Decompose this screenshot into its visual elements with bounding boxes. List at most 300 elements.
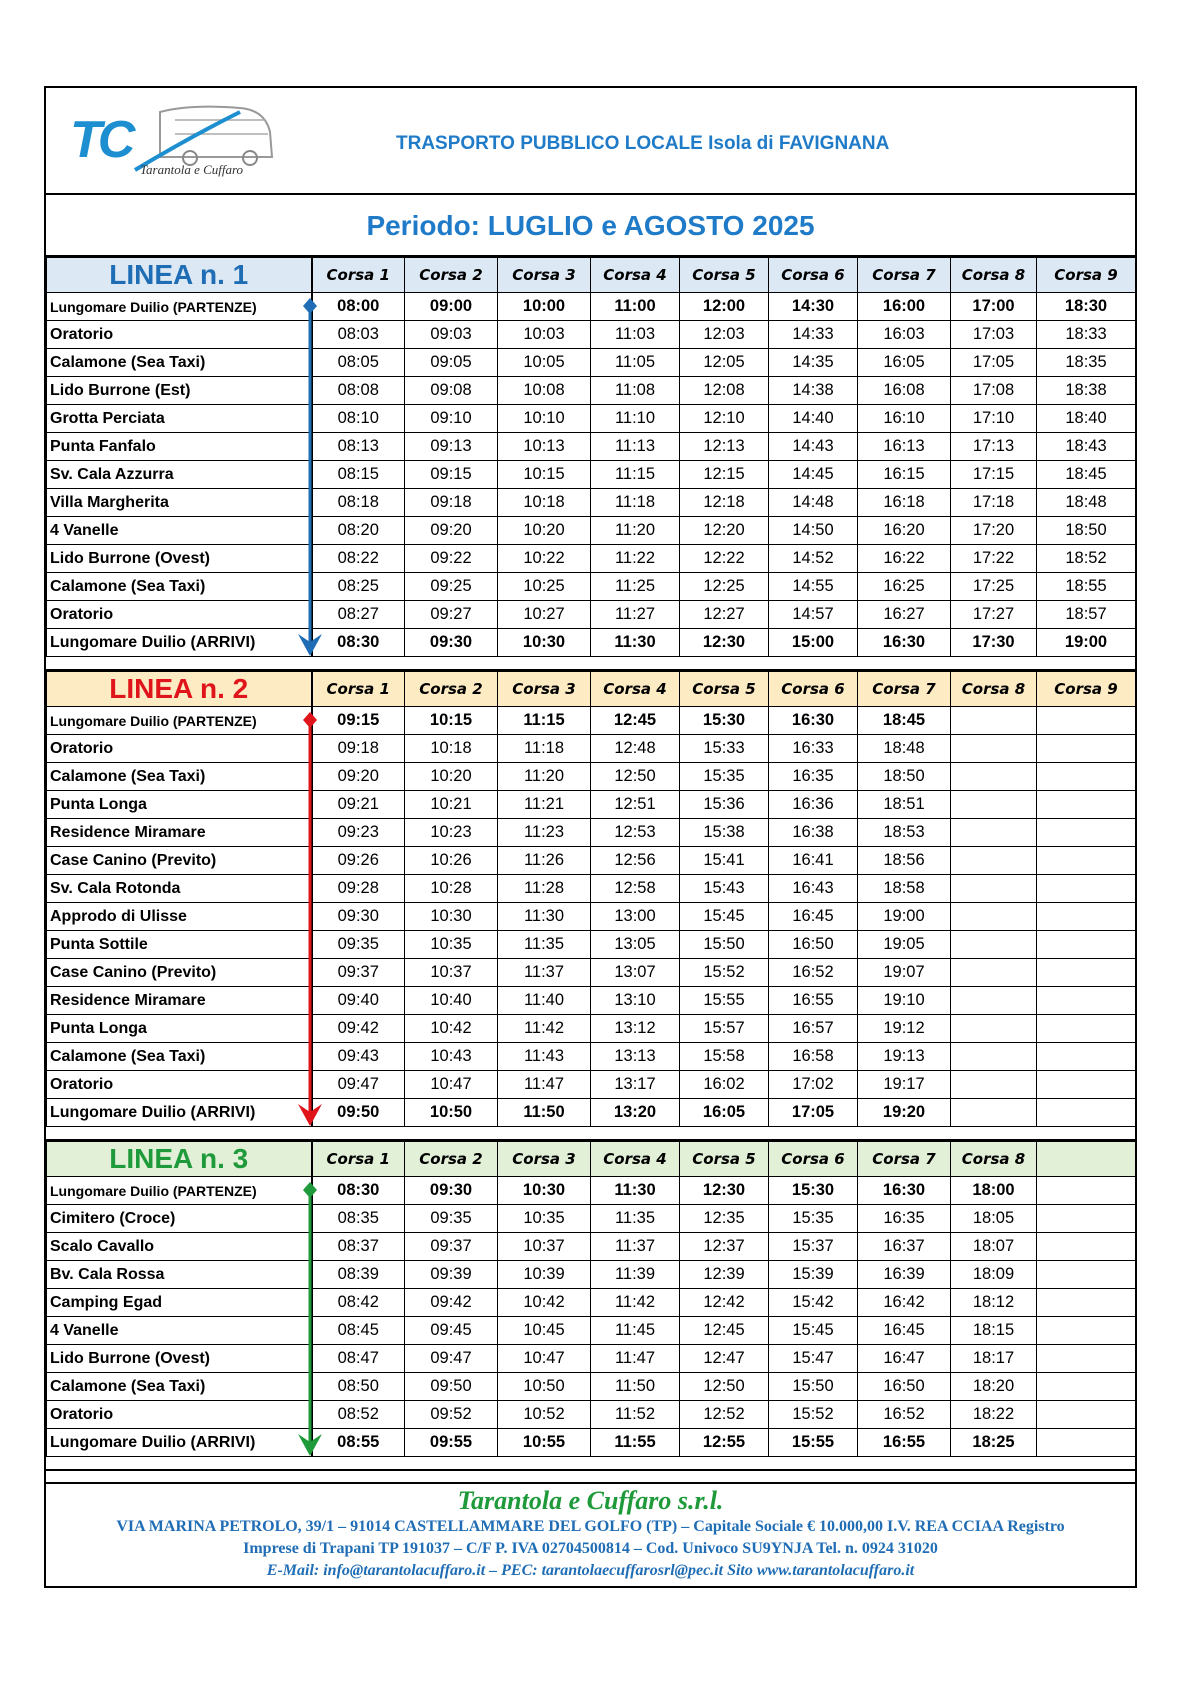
run-header: Corsa 6 — [769, 672, 858, 707]
stop-name: Punta Sottile — [47, 931, 312, 959]
departure-time: 12:55 — [680, 1429, 769, 1457]
departure-time: 10:37 — [498, 1233, 591, 1261]
departure-time: 09:05 — [405, 349, 498, 377]
run-header: Corsa 1 — [312, 1142, 405, 1177]
departure-time: 15:58 — [680, 1043, 769, 1071]
departure-time: 16:45 — [858, 1317, 951, 1345]
departure-time: 09:13 — [405, 433, 498, 461]
run-header: Corsa 5 — [680, 1142, 769, 1177]
departure-time: 10:42 — [498, 1289, 591, 1317]
stop-name: Lungomare Duilio (PARTENZE) — [47, 1177, 312, 1205]
departure-time: 14:38 — [769, 377, 858, 405]
table-row — [47, 1261, 1136, 1289]
table-row — [47, 847, 1136, 875]
departure-time: 08:10 — [312, 405, 405, 433]
departure-time: 12:50 — [680, 1373, 769, 1401]
departure-time: 09:27 — [405, 601, 498, 629]
departure-time: 16:37 — [858, 1233, 951, 1261]
departure-time: 17:18 — [951, 489, 1037, 517]
departure-time — [951, 959, 1037, 987]
stop-name: Sv. Cala Rotonda — [47, 875, 312, 903]
table-row — [47, 987, 1136, 1015]
table-row — [47, 293, 1136, 321]
departure-time — [1037, 1099, 1136, 1127]
departure-time: 11:18 — [498, 735, 591, 763]
departure-time: 15:45 — [769, 1317, 858, 1345]
departure-time: 18:57 — [1037, 601, 1136, 629]
company-name: Tarantola e Cuffaro s.r.l. — [457, 1486, 724, 1515]
run-header: Corsa 9 — [1037, 672, 1136, 707]
departure-time: 12:47 — [680, 1345, 769, 1373]
departure-time: 08:22 — [312, 545, 405, 573]
departure-time: 12:56 — [591, 847, 680, 875]
departure-time: 09:21 — [312, 791, 405, 819]
departure-time: 08:30 — [312, 1177, 405, 1205]
departure-time: 17:05 — [951, 349, 1037, 377]
departure-time: 15:00 — [769, 629, 858, 657]
table-row — [47, 735, 1136, 763]
departure-time: 16:08 — [858, 377, 951, 405]
departure-time: 10:28 — [405, 875, 498, 903]
departure-time: 10:18 — [405, 735, 498, 763]
departure-time: 16:27 — [858, 601, 951, 629]
departure-time — [1037, 1177, 1136, 1205]
stop-name: Sv. Cala Azzurra — [47, 461, 312, 489]
departure-time: 18:50 — [1037, 517, 1136, 545]
departure-time: 11:42 — [498, 1015, 591, 1043]
line-1-section — [46, 257, 1135, 657]
departure-time: 18:50 — [858, 763, 951, 791]
departure-time: 12:05 — [680, 349, 769, 377]
table-row — [47, 1099, 1136, 1127]
departure-time: 10:13 — [498, 433, 591, 461]
period-title: Periodo: LUGLIO e AGOSTO 2025 — [46, 195, 1135, 257]
departure-time: 11:47 — [591, 1345, 680, 1373]
table-row — [47, 1429, 1136, 1457]
departure-time: 09:50 — [312, 1099, 405, 1127]
departure-time: 11:03 — [591, 321, 680, 349]
departure-time — [951, 903, 1037, 931]
departure-time: 11:37 — [498, 959, 591, 987]
departure-time: 17:03 — [951, 321, 1037, 349]
departure-time: 19:00 — [858, 903, 951, 931]
table-row — [47, 875, 1136, 903]
departure-time: 15:57 — [680, 1015, 769, 1043]
line-header-row — [47, 1142, 1136, 1177]
departure-time: 10:39 — [498, 1261, 591, 1289]
departure-time — [1037, 791, 1136, 819]
departure-time: 09:22 — [405, 545, 498, 573]
departure-time — [951, 763, 1037, 791]
stop-name: Lungomare Duilio (ARRIVI) — [47, 1099, 312, 1127]
departure-time: 16:58 — [769, 1043, 858, 1071]
run-header: Corsa 8 — [951, 1142, 1037, 1177]
run-header: Corsa 7 — [858, 258, 951, 293]
departure-time: 17:22 — [951, 545, 1037, 573]
departure-time: 11:55 — [591, 1429, 680, 1457]
departure-time: 11:28 — [498, 875, 591, 903]
table-row — [47, 321, 1136, 349]
table-row — [47, 1043, 1136, 1071]
departure-time: 12:45 — [680, 1317, 769, 1345]
stop-name: Case Canino (Previto) — [47, 959, 312, 987]
departure-time: 19:10 — [858, 987, 951, 1015]
departure-time: 11:52 — [591, 1401, 680, 1429]
departure-time: 12:30 — [680, 629, 769, 657]
departure-time: 16:57 — [769, 1015, 858, 1043]
run-header: Corsa 8 — [951, 672, 1037, 707]
departure-time: 12:18 — [680, 489, 769, 517]
departure-time: 10:25 — [498, 573, 591, 601]
departure-time: 11:22 — [591, 545, 680, 573]
departure-time: 16:03 — [858, 321, 951, 349]
departure-time — [951, 1071, 1037, 1099]
table-row — [47, 1401, 1136, 1429]
departure-time: 19:17 — [858, 1071, 951, 1099]
line-name: LINEA n. 3 — [47, 1142, 312, 1177]
departure-time: 16:43 — [769, 875, 858, 903]
departure-time: 19:07 — [858, 959, 951, 987]
departure-time: 10:15 — [405, 707, 498, 735]
service-title: TRASPORTO PUBBLICO LOCALE Isola di FAVIGNANA — [396, 133, 890, 154]
departure-time: 09:15 — [405, 461, 498, 489]
departure-time: 09:37 — [312, 959, 405, 987]
departure-time — [1037, 1071, 1136, 1099]
departure-time: 11:43 — [498, 1043, 591, 1071]
departure-time: 09:20 — [312, 763, 405, 791]
departure-time: 19:00 — [1037, 629, 1136, 657]
departure-time: 11:26 — [498, 847, 591, 875]
company-logo — [70, 102, 270, 186]
departure-time: 15:52 — [680, 959, 769, 987]
departure-time: 13:17 — [591, 1071, 680, 1099]
stop-name: Oratorio — [47, 321, 312, 349]
table-row — [47, 763, 1136, 791]
departure-time: 16:55 — [769, 987, 858, 1015]
departure-time: 18:07 — [951, 1233, 1037, 1261]
departure-time: 09:42 — [405, 1289, 498, 1317]
departure-time: 08:35 — [312, 1205, 405, 1233]
departure-time: 15:52 — [769, 1401, 858, 1429]
departure-time: 18:45 — [858, 707, 951, 735]
stop-name: Lungomare Duilio (ARRIVI) — [47, 1429, 312, 1457]
line-2-section — [46, 671, 1135, 1127]
departure-time: 10:35 — [498, 1205, 591, 1233]
departure-time — [951, 791, 1037, 819]
departure-time: 11:45 — [591, 1317, 680, 1345]
run-header: Corsa 4 — [591, 672, 680, 707]
stop-name: Oratorio — [47, 1071, 312, 1099]
departure-time: 13:00 — [591, 903, 680, 931]
departure-time: 15:38 — [680, 819, 769, 847]
table-row — [47, 1373, 1136, 1401]
departure-time: 10:35 — [405, 931, 498, 959]
departure-time: 09:39 — [405, 1261, 498, 1289]
table-row — [47, 1071, 1136, 1099]
departure-time: 16:30 — [858, 629, 951, 657]
departure-time — [1037, 1345, 1136, 1373]
departure-time: 15:47 — [769, 1345, 858, 1373]
departure-time: 08:42 — [312, 1289, 405, 1317]
departure-time — [951, 987, 1037, 1015]
departure-time: 12:42 — [680, 1289, 769, 1317]
departure-time — [1037, 1015, 1136, 1043]
departure-time: 11:50 — [498, 1099, 591, 1127]
run-header: Corsa 2 — [405, 672, 498, 707]
table-row — [47, 959, 1136, 987]
departure-time: 12:58 — [591, 875, 680, 903]
departure-time: 10:50 — [498, 1373, 591, 1401]
departure-time: 08:05 — [312, 349, 405, 377]
table-row — [47, 629, 1136, 657]
departure-time: 08:20 — [312, 517, 405, 545]
run-header: Corsa 5 — [680, 258, 769, 293]
departure-time — [951, 875, 1037, 903]
departure-time: 10:30 — [498, 629, 591, 657]
departure-time: 10:05 — [498, 349, 591, 377]
stop-name: Camping Egad — [47, 1289, 312, 1317]
departure-time: 10:30 — [498, 1177, 591, 1205]
departure-time: 09:37 — [405, 1233, 498, 1261]
departure-time: 16:39 — [858, 1261, 951, 1289]
departure-time: 09:10 — [405, 405, 498, 433]
departure-time: 11:27 — [591, 601, 680, 629]
departure-time — [1037, 1401, 1136, 1429]
departure-time: 10:10 — [498, 405, 591, 433]
departure-time: 11:35 — [591, 1205, 680, 1233]
table-row — [47, 1177, 1136, 1205]
table-row — [47, 1345, 1136, 1373]
table-row — [47, 1205, 1136, 1233]
departure-time: 09:55 — [405, 1429, 498, 1457]
departure-time: 08:13 — [312, 433, 405, 461]
departure-time: 08:00 — [312, 293, 405, 321]
table-row — [47, 461, 1136, 489]
stop-name: Cimitero (Croce) — [47, 1205, 312, 1233]
departure-time — [1037, 1261, 1136, 1289]
departure-time: 19:05 — [858, 931, 951, 959]
table-row — [47, 601, 1136, 629]
stop-name: Oratorio — [47, 1401, 312, 1429]
departure-time: 17:20 — [951, 517, 1037, 545]
departure-time — [1037, 1317, 1136, 1345]
departure-time: 16:35 — [858, 1205, 951, 1233]
departure-time: 09:26 — [312, 847, 405, 875]
departure-time: 19:20 — [858, 1099, 951, 1127]
departure-time: 17:15 — [951, 461, 1037, 489]
departure-time: 11:30 — [591, 629, 680, 657]
departure-time: 18:00 — [951, 1177, 1037, 1205]
departure-time: 18:40 — [1037, 405, 1136, 433]
run-header: Corsa 1 — [312, 672, 405, 707]
departure-time: 11:23 — [498, 819, 591, 847]
table-row — [47, 433, 1136, 461]
run-header: Corsa 7 — [858, 1142, 951, 1177]
departure-time: 14:33 — [769, 321, 858, 349]
departure-time: 16:30 — [858, 1177, 951, 1205]
departure-time: 15:30 — [769, 1177, 858, 1205]
logo-letters: TC — [70, 111, 132, 169]
departure-time — [951, 1043, 1037, 1071]
departure-time: 09:08 — [405, 377, 498, 405]
departure-time: 12:37 — [680, 1233, 769, 1261]
departure-time: 11:08 — [591, 377, 680, 405]
departure-time: 10:03 — [498, 321, 591, 349]
departure-time: 12:22 — [680, 545, 769, 573]
departure-time: 09:15 — [312, 707, 405, 735]
departure-time: 19:12 — [858, 1015, 951, 1043]
table-row — [47, 903, 1136, 931]
stop-name: Approdo di Ulisse — [47, 903, 312, 931]
departure-time: 14:50 — [769, 517, 858, 545]
departure-time: 09:00 — [405, 293, 498, 321]
departure-time: 08:15 — [312, 461, 405, 489]
departure-time: 13:12 — [591, 1015, 680, 1043]
stop-name: Punta Longa — [47, 1015, 312, 1043]
lines-container — [46, 257, 1135, 1471]
departure-time: 15:55 — [769, 1429, 858, 1457]
departure-time: 11:47 — [498, 1071, 591, 1099]
departure-time: 16:05 — [680, 1099, 769, 1127]
departure-time: 17:25 — [951, 573, 1037, 601]
stop-name: Grotta Perciata — [47, 405, 312, 433]
departure-time: 11:20 — [591, 517, 680, 545]
departure-time: 14:48 — [769, 489, 858, 517]
departure-time: 12:51 — [591, 791, 680, 819]
departure-time: 11:40 — [498, 987, 591, 1015]
departure-time: 19:13 — [858, 1043, 951, 1071]
departure-time: 09:18 — [312, 735, 405, 763]
departure-time: 12:39 — [680, 1261, 769, 1289]
departure-time: 14:43 — [769, 433, 858, 461]
departure-time: 16:30 — [769, 707, 858, 735]
departure-time: 16:42 — [858, 1289, 951, 1317]
stop-name: Calamone (Sea Taxi) — [47, 763, 312, 791]
departure-time: 16:05 — [858, 349, 951, 377]
departure-time: 14:40 — [769, 405, 858, 433]
stop-name: Calamone (Sea Taxi) — [47, 1043, 312, 1071]
departure-time: 12:00 — [680, 293, 769, 321]
departure-time: 17:30 — [951, 629, 1037, 657]
departure-time — [1037, 735, 1136, 763]
departure-time — [951, 735, 1037, 763]
departure-time: 11:42 — [591, 1289, 680, 1317]
table-row — [47, 1289, 1136, 1317]
table-row — [47, 517, 1136, 545]
table-row — [47, 791, 1136, 819]
departure-time: 15:43 — [680, 875, 769, 903]
departure-time: 12:10 — [680, 405, 769, 433]
departure-time — [1037, 987, 1136, 1015]
departure-time: 12:52 — [680, 1401, 769, 1429]
departure-time: 08:52 — [312, 1401, 405, 1429]
run-header: Corsa 6 — [769, 258, 858, 293]
departure-time: 12:03 — [680, 321, 769, 349]
departure-time — [951, 1099, 1037, 1127]
departure-time: 09:35 — [405, 1205, 498, 1233]
stop-name: Scalo Cavallo — [47, 1233, 312, 1261]
timetable-sheet — [44, 86, 1137, 1588]
departure-time: 17:00 — [951, 293, 1037, 321]
departure-time — [951, 819, 1037, 847]
line-name: LINEA n. 2 — [47, 672, 312, 707]
departure-time: 16:00 — [858, 293, 951, 321]
departure-time: 10:23 — [405, 819, 498, 847]
table-row — [47, 1317, 1136, 1345]
departure-time: 09:47 — [312, 1071, 405, 1099]
company-registry: Imprese di Trapani TP 191037 – C/F P. IVA 02704500814 – Cod. Univoco SU9YNJA Tel. n. 0924 31020 — [243, 1540, 938, 1557]
departure-time: 18:22 — [951, 1401, 1037, 1429]
stop-name: Calamone (Sea Taxi) — [47, 1373, 312, 1401]
run-header — [1037, 1142, 1136, 1177]
departure-time: 17:10 — [951, 405, 1037, 433]
departure-time: 18:53 — [858, 819, 951, 847]
departure-time: 16:18 — [858, 489, 951, 517]
line-3-timetable — [46, 1141, 1136, 1457]
section-divider — [46, 657, 1135, 671]
departure-time: 10:00 — [498, 293, 591, 321]
departure-time: 17:27 — [951, 601, 1037, 629]
stop-name: Lungomare Duilio (ARRIVI) — [47, 629, 312, 657]
stop-name: Oratorio — [47, 735, 312, 763]
departure-time: 15:50 — [680, 931, 769, 959]
departure-time: 16:50 — [858, 1373, 951, 1401]
departure-time: 15:55 — [680, 987, 769, 1015]
departure-time: 18:17 — [951, 1345, 1037, 1373]
departure-time: 12:25 — [680, 573, 769, 601]
departure-time: 11:37 — [591, 1233, 680, 1261]
departure-time: 17:02 — [769, 1071, 858, 1099]
departure-time: 17:08 — [951, 377, 1037, 405]
departure-time: 09:47 — [405, 1345, 498, 1373]
stop-name: Lido Burrone (Ovest) — [47, 1345, 312, 1373]
departure-time: 09:30 — [405, 629, 498, 657]
stop-name: Residence Miramare — [47, 819, 312, 847]
departure-time: 10:37 — [405, 959, 498, 987]
departure-time — [951, 1015, 1037, 1043]
departure-time: 10:55 — [498, 1429, 591, 1457]
line-2-timetable — [46, 671, 1136, 1127]
table-row — [47, 405, 1136, 433]
departure-time: 14:52 — [769, 545, 858, 573]
departure-time: 10:43 — [405, 1043, 498, 1071]
departure-time: 11:05 — [591, 349, 680, 377]
departure-time: 15:41 — [680, 847, 769, 875]
departure-time: 16:47 — [858, 1345, 951, 1373]
run-header: Corsa 3 — [498, 258, 591, 293]
departure-time — [1037, 931, 1136, 959]
departure-time: 18:51 — [858, 791, 951, 819]
stop-name: 4 Vanelle — [47, 517, 312, 545]
section-divider — [46, 1127, 1135, 1141]
departure-time: 16:38 — [769, 819, 858, 847]
departure-time: 18:48 — [1037, 489, 1136, 517]
run-header: Corsa 2 — [405, 258, 498, 293]
table-row — [47, 707, 1136, 735]
departure-time: 12:48 — [591, 735, 680, 763]
departure-time: 08:25 — [312, 573, 405, 601]
stop-name: Bv. Cala Rossa — [47, 1261, 312, 1289]
departure-time: 18:43 — [1037, 433, 1136, 461]
departure-time: 16:10 — [858, 405, 951, 433]
departure-time: 09:52 — [405, 1401, 498, 1429]
stop-name: Lido Burrone (Est) — [47, 377, 312, 405]
departure-time: 10:26 — [405, 847, 498, 875]
departure-time: 18:52 — [1037, 545, 1136, 573]
stop-name: Lungomare Duilio (PARTENZE) — [47, 293, 312, 321]
departure-time: 11:20 — [498, 763, 591, 791]
departure-time: 08:08 — [312, 377, 405, 405]
